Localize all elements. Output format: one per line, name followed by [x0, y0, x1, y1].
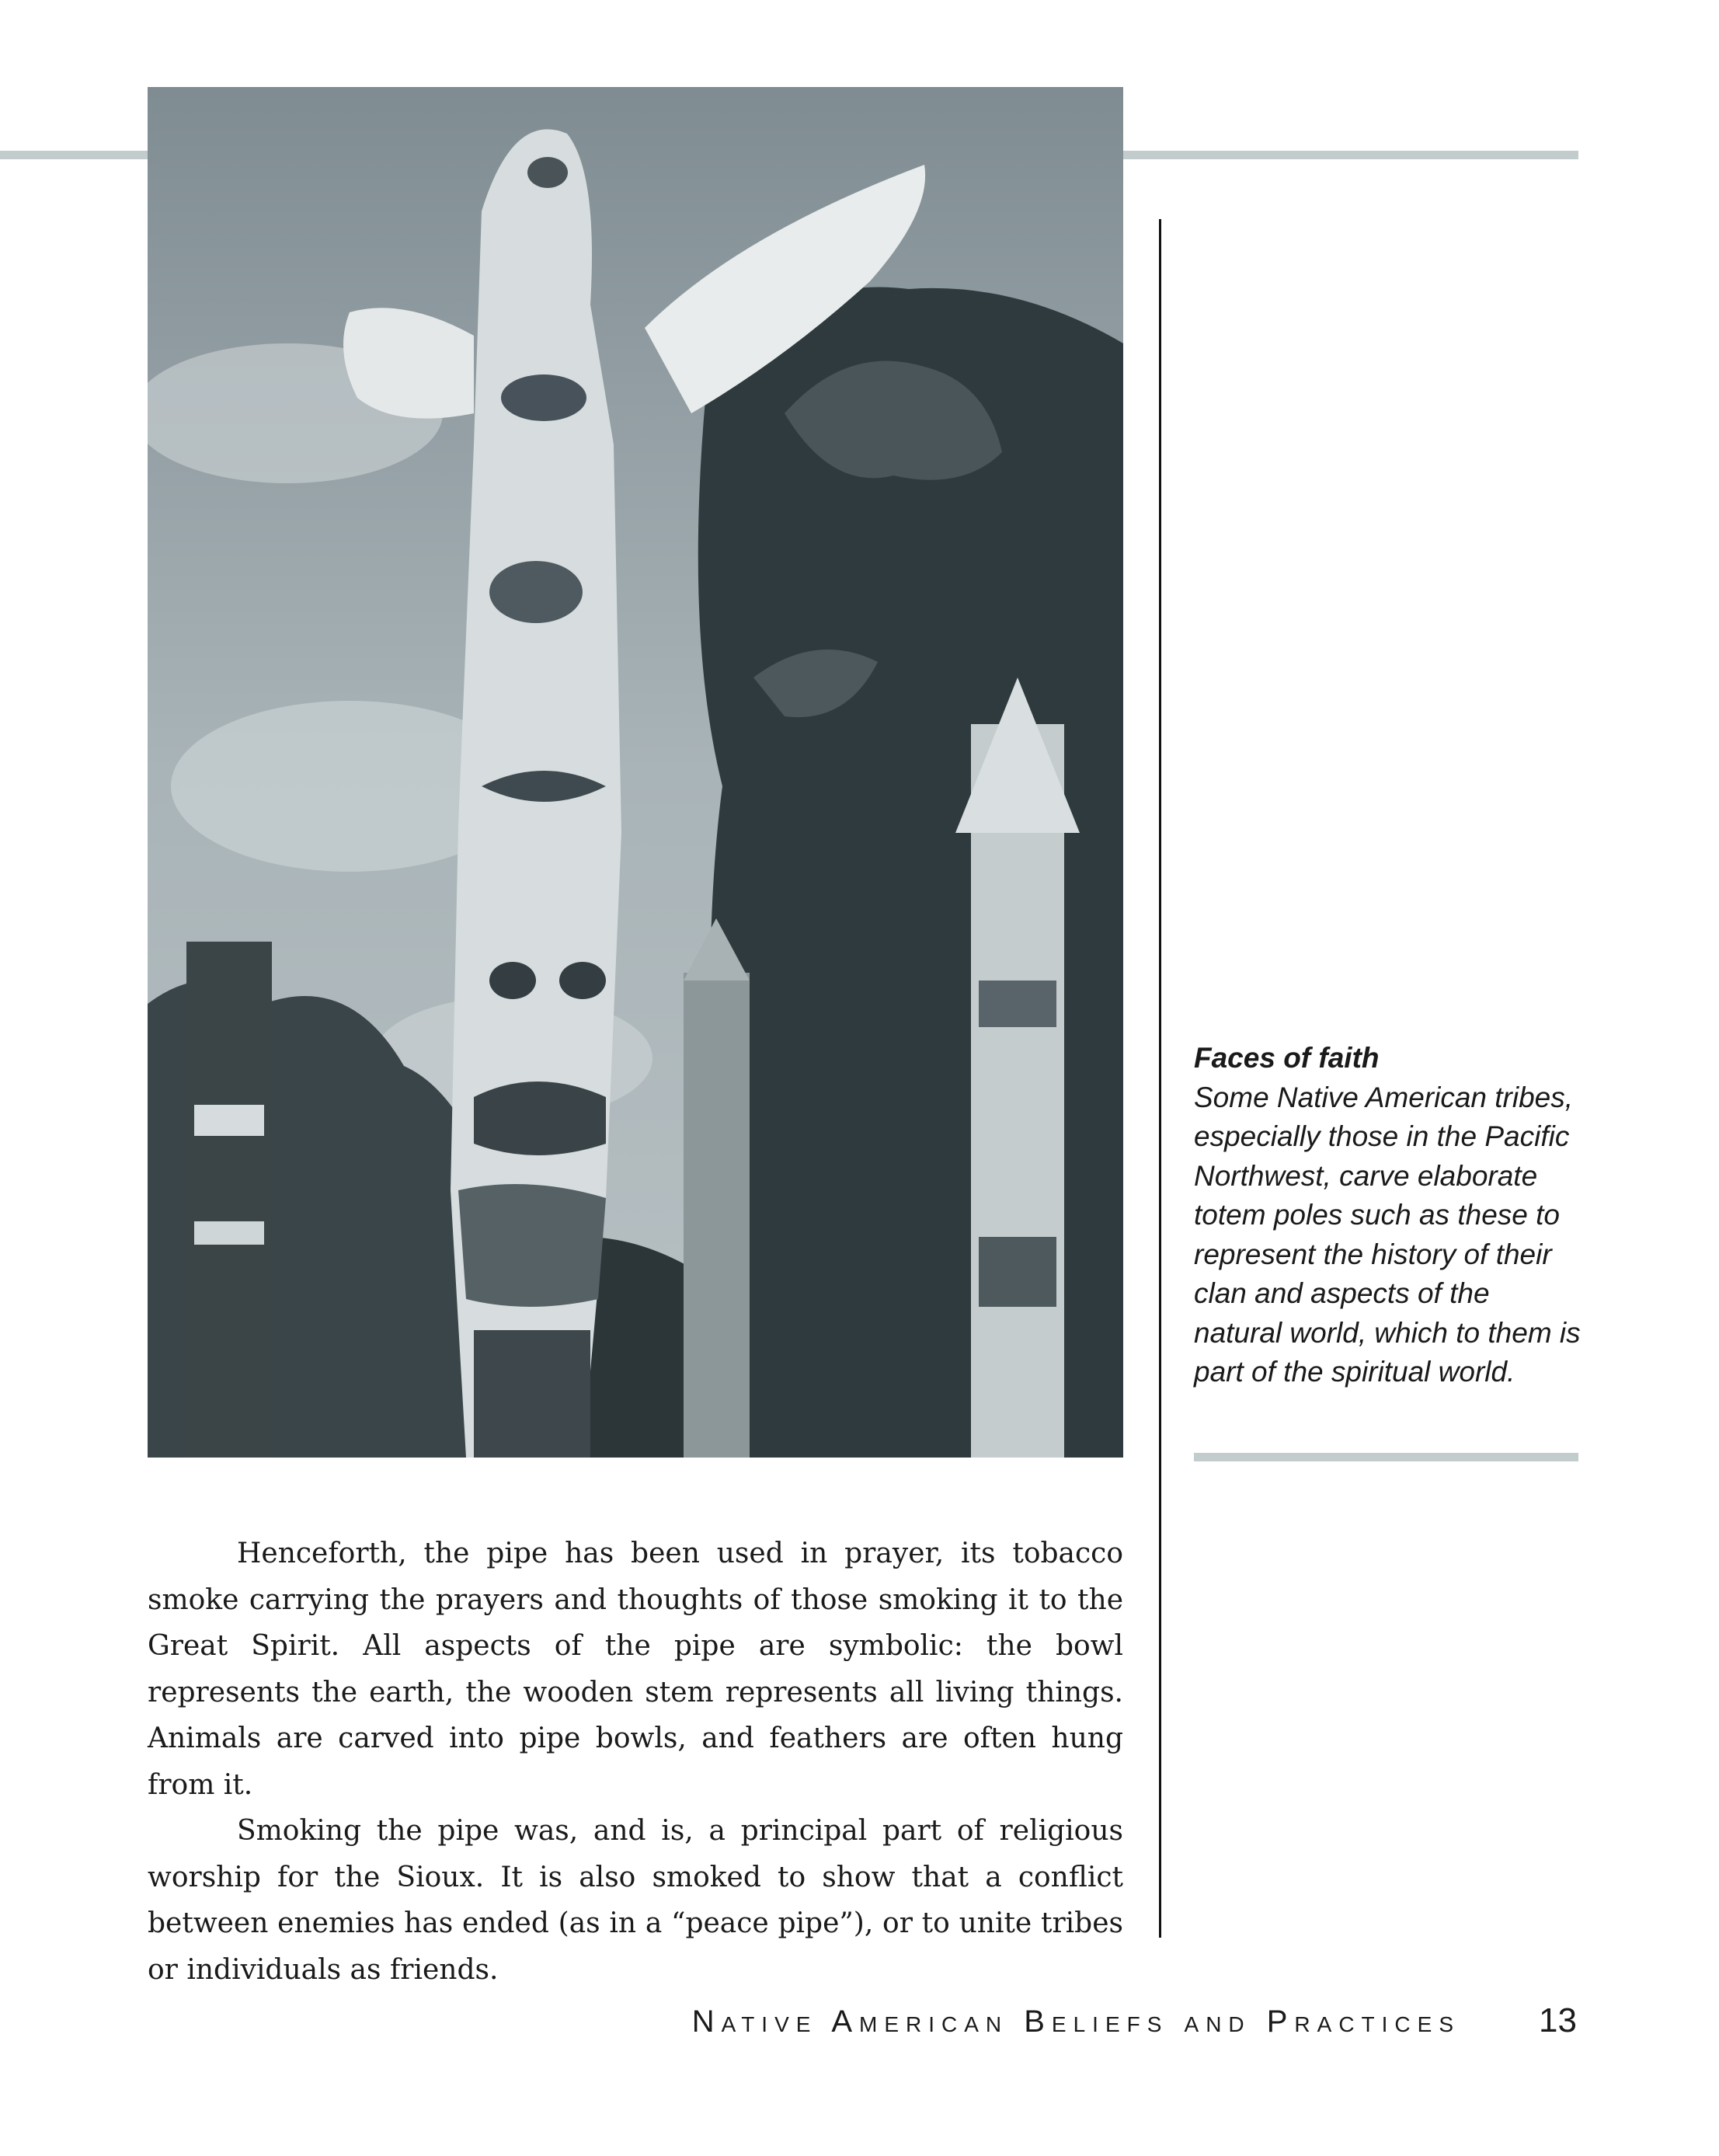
caption-rule — [1194, 1453, 1578, 1461]
page-number: 13 — [1539, 2001, 1577, 2039]
top-rule-left — [0, 151, 148, 159]
body-text — [148, 1531, 1123, 1993]
column-divider — [1159, 219, 1161, 1938]
photo-caption — [1194, 1039, 1582, 1392]
totem-poles-photo — [148, 87, 1123, 1458]
body-paragraph: Smoking the pipe was, and is, a principal part of religious worship for the Sioux. It is also smoked to show that a conflict between enemies has ended (as in a “peace pipe”), or to unite tribes or individuals as friends. — [148, 1815, 1123, 1986]
totem-poles-illustration — [148, 87, 1123, 1458]
running-footer-title: Native American Beliefs and Practices — [691, 2004, 1460, 2039]
top-rule-right — [1123, 151, 1578, 159]
caption-title: Faces of faith — [1194, 1042, 1380, 1074]
caption-body: Some Native American tribes, especially those in the Pacific Northwest, carve elaborate totem poles such as these to represent the history of their clan and aspects of the natural world, which to them is part of the spiritual world. — [1194, 1081, 1581, 1388]
body-paragraph: Henceforth, the pipe has been used in prayer, its tobacco smoke carrying the prayers and thoughts of those smoking it to the Great Spirit. All aspects of the pipe are symbolic: the bowl represents the earth, the wooden stem represents all living things. Animals are carved into pipe bowls, and feathers are often hung from it. — [148, 1538, 1123, 1801]
